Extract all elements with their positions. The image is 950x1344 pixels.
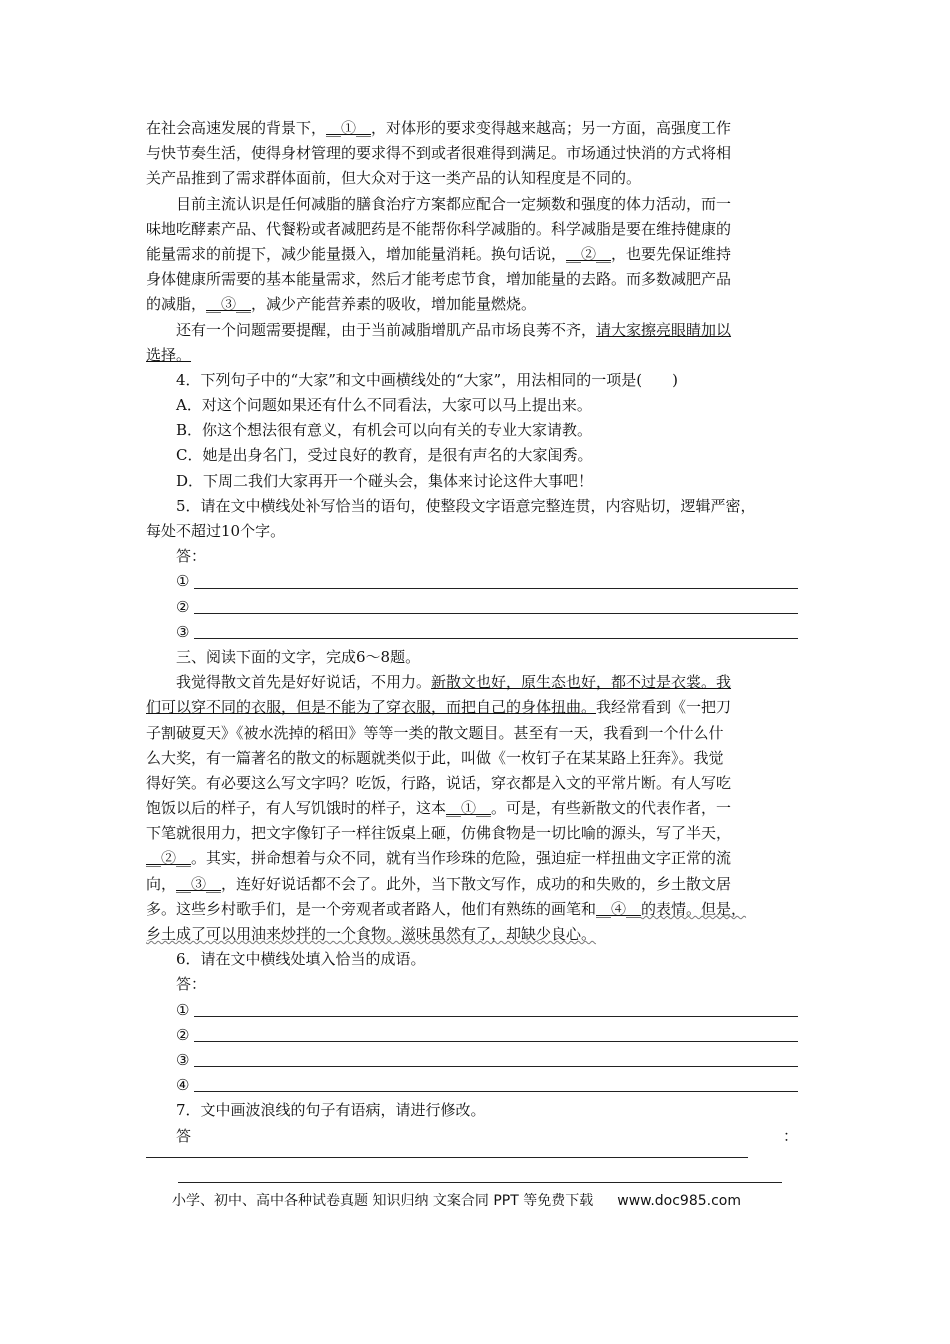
answer-mark: ③ [176, 622, 190, 641]
question-4-option-d: D．下周二我们大家再开一个碰头会，集体来讨论这件大事吧！ [176, 471, 594, 490]
underlined-phrase: 请大家擦亮眼睛加以 [596, 320, 732, 339]
question-5-stem: 5．请在文中横线处补写恰当的语句，使整段文字语意完整连贯，内容贴切，逻辑严密， [176, 496, 756, 515]
text-segment: 味地吃酵素产品、代餐粉或者减肥药是不能帮你科学减脂的。科学减脂是要在维持健康的 [146, 219, 732, 238]
answer-label: 答 [176, 1126, 192, 1145]
passage2-line-9 [146, 872, 812, 897]
passage2-line-6 [146, 796, 812, 821]
passage2-line-11 [146, 922, 812, 947]
text-segment: 。可是，有些新散文的代表作者，一 [491, 799, 732, 818]
blank-2: __②__ [566, 244, 612, 263]
passage2-line-7 [146, 821, 812, 846]
text-segment: 多。这些乡村歌手们，是一个旁观者或者路人，他们有熟练的画笔和 [146, 899, 597, 918]
question-7-stem: 7．文中画波浪线的句子有语病，请进行修改。 [176, 1101, 486, 1120]
answer-line[interactable] [146, 1048, 812, 1073]
text-segment: 我经常看到《一把刀 [596, 698, 732, 717]
answer-mark: ④ [176, 1076, 190, 1095]
passage2-line-10 [146, 897, 812, 922]
answer-rule-1[interactable] [146, 1157, 748, 1158]
question-5-stem-cont: 每处不超过10个字。 [146, 522, 286, 540]
text-segment: 饱饭以后的样子，有人写饥饿时的样子，这本 [146, 799, 447, 818]
passage2-line-2 [146, 695, 812, 720]
passage1-line-5 [146, 217, 812, 242]
text-segment: 的减脂， [146, 295, 207, 314]
answer-mark: ② [176, 1025, 190, 1044]
text-segment: 下笔就很用力，把文字像钉子一样往饭桌上砸，仿佛食物是一切比喻的源头，写了半天， [146, 824, 732, 843]
blank-1: __①__ [326, 119, 372, 137]
passage1-line-7 [146, 267, 812, 292]
text-segment: 我觉得散文首先是好好说话，不用力。 [176, 673, 432, 692]
question-4-stem: 4．下列句子中的“大家”和文中画横线处的“大家”，用法相同的一项是( ) [176, 370, 678, 389]
passage1-line-1 [146, 116, 812, 141]
document-page [146, 116, 812, 1149]
blank-2: __②__ [146, 849, 192, 868]
underlined-sentence: 新散文也好，原生态也好，都不过是衣裳。我 [431, 673, 732, 692]
passage1-line-2 [146, 141, 812, 166]
footer [172, 1190, 741, 1210]
answer-mark: ② [176, 597, 190, 616]
passage1-line-8 [146, 292, 812, 317]
passage2-line-4 [146, 746, 812, 771]
answer-mark: ① [176, 1000, 190, 1019]
question-7-answer-row[interactable] [146, 1124, 812, 1149]
underlined-sentence: 们可以穿不同的衣服，但是不能为了穿衣服，而把自己的身体扭曲。 [146, 698, 597, 717]
answer-line[interactable] [146, 569, 812, 594]
wavy-sentence: 的表情。但是， [641, 899, 747, 918]
section-3-heading: 三、阅读下面的文字，完成6～8题。 [176, 647, 421, 666]
passage1-line-3 [146, 166, 812, 191]
answer-rule-2[interactable] [178, 1182, 782, 1183]
blank-1: __①__ [446, 799, 492, 818]
question-4-option-b: B．你这个想法很有意义，有机会可以向有关的专业大家请教。 [176, 421, 593, 440]
question-6-stem: 6．请在文中横线处填入恰当的成语。 [176, 950, 426, 969]
blank-4: __④__ [596, 899, 642, 918]
answer-mark: ③ [176, 1050, 190, 1069]
passage1-line-6 [146, 242, 812, 267]
footer-site-link[interactable]: www.doc985.com [617, 1193, 741, 1209]
text-segment: ，减少产能营养素的吸收，增加能量燃烧。 [251, 295, 537, 314]
text-segment: ，连好好说话都不会了。此外，当下散文写作，成功的和失败的，乡土散文居 [221, 874, 732, 893]
answer-line[interactable] [146, 1073, 812, 1098]
text-segment: 得好笑。有必要这么写文字吗？吃饭，行路，说话，穿衣都是入文的平常片断。有人写吃 [146, 773, 732, 792]
text-segment: 关产品推到了需求群体面前，但大众对于这一类产品的认知程度是不同的。 [146, 169, 642, 188]
passage1-line-9 [146, 318, 812, 343]
answer-mark: ① [176, 572, 190, 591]
text-segment: 向， [146, 874, 177, 893]
passage2-line-5 [146, 771, 812, 796]
passage1-line-10 [146, 343, 812, 368]
text-segment: 么大奖，有一篇著名的散文的标题就类似于此，叫做《一枚钉子在某某路上狂奔》。我觉 [146, 748, 724, 767]
answer-line[interactable] [146, 595, 812, 620]
text-segment: ，也要先保证维持 [611, 244, 732, 263]
wavy-sentence: 乡土成了可以用油来炒拌的一个食物。滋味虽然有了，却缺少良心。 [146, 925, 597, 943]
passage2-line-8 [146, 846, 812, 871]
text-segment: 子割破夏天》《被水洗掉的稻田》等等一类的散文题目。甚至有一天，我看到一个什么什 [146, 723, 724, 742]
passage2-line-1 [146, 670, 812, 695]
question-4-option-c: C．她是出身名门，受过良好的教育，是很有声名的大家闺秀。 [176, 446, 593, 465]
question-4-option-a: A．对这个问题如果还有什么不同看法，大家可以马上提出来。 [176, 396, 592, 415]
text-segment: 。其实，拼命想着与众不同，就有当作珍珠的危险，强迫症一样扭曲文字正常的流 [191, 849, 732, 868]
underlined-phrase: 选择。 [146, 345, 192, 364]
passage2-line-3 [146, 721, 812, 746]
text-segment: 能量需求的前提下，减少能量摄入，增加能量消耗。换句话说， [146, 244, 567, 263]
answer-line[interactable] [146, 1023, 812, 1048]
text-segment: 与快节奏生活，使得身材管理的要求得不到或者很难得到满足。市场通过快消的方式将相 [146, 144, 732, 163]
question-5-answer-label: 答： [176, 547, 207, 566]
blank-3: __③__ [206, 295, 252, 314]
answer-line[interactable] [146, 998, 812, 1023]
answer-colon: ： [782, 1126, 798, 1145]
text-segment: 目前主流认识是任何减脂的膳食治疗方案都应配合一定频数和强度的体力活动，而一 [176, 194, 732, 213]
text-segment: 在社会高速发展的背景下， [146, 119, 327, 137]
text-segment: 身体健康所需要的基本能量需求，然后才能考虑节食，增加能量的去路。而多数减肥产品 [146, 270, 732, 289]
text-segment: ，对体形的要求变得越来越高；另一方面，高强度工作 [371, 119, 732, 137]
question-6-answer-label: 答： [176, 975, 207, 994]
footer-text: 小学、初中、高中各种试卷真题 知识归纳 文案合同 PPT 等免费下载 [172, 1193, 594, 1209]
text-segment: 还有一个问题需要提醒，由于当前减脂增肌产品市场良莠不齐， [176, 320, 597, 339]
blank-3: __③__ [176, 874, 222, 893]
passage1-line-4 [146, 192, 812, 217]
answer-line[interactable] [146, 620, 812, 645]
